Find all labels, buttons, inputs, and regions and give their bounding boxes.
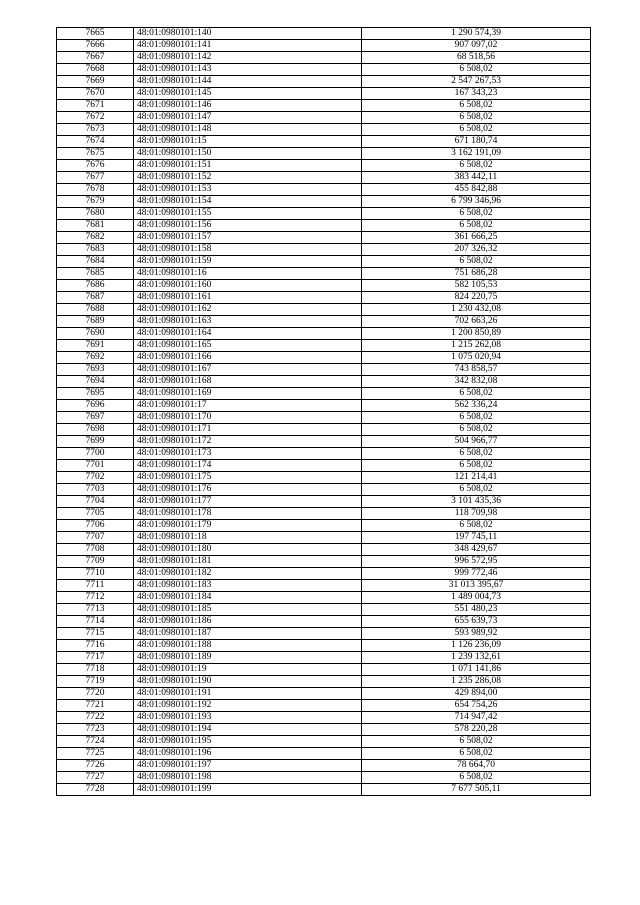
cadastral-number-cell: 48:01:0980101:177 <box>134 496 362 508</box>
table-row <box>57 676 591 688</box>
table-row <box>57 532 591 544</box>
row-number-cell: 7679 <box>57 196 134 208</box>
cadastral-value-cell: 743 858,57 <box>362 364 591 376</box>
table-row <box>57 232 591 244</box>
cadastral-value-cell: 2 547 267,53 <box>362 76 591 88</box>
table-row <box>57 592 591 604</box>
table-row <box>57 484 591 496</box>
cadastral-number-cell: 48:01:0980101:147 <box>134 112 362 124</box>
cadastral-number-cell: 48:01:0980101:168 <box>134 376 362 388</box>
row-number-cell: 7670 <box>57 88 134 100</box>
table-row <box>57 664 591 676</box>
row-number-cell: 7699 <box>57 436 134 448</box>
cadastral-value-cell: 1 200 850,89 <box>362 328 591 340</box>
cadastral-value-cell: 578 220,28 <box>362 724 591 736</box>
row-number-cell: 7704 <box>57 496 134 508</box>
table-row <box>57 184 591 196</box>
row-number-cell: 7711 <box>57 580 134 592</box>
table-row <box>57 580 591 592</box>
table-row <box>57 616 591 628</box>
cadastral-number-cell: 48:01:0980101:152 <box>134 172 362 184</box>
cadastral-value-cell: 7 677 505,11 <box>362 784 591 796</box>
cadastral-number-cell: 48:01:0980101:193 <box>134 712 362 724</box>
cadastral-value-cell: 3 101 435,36 <box>362 496 591 508</box>
table-row <box>57 508 591 520</box>
row-number-cell: 7722 <box>57 712 134 724</box>
table-row <box>57 724 591 736</box>
table-row <box>57 100 591 112</box>
row-number-cell: 7716 <box>57 640 134 652</box>
cadastral-value-cell: 1 126 236,09 <box>362 640 591 652</box>
cadastral-value-cell: 907 097,02 <box>362 40 591 52</box>
cadastral-value-cell: 78 664,70 <box>362 760 591 772</box>
cadastral-value-cell: 1 239 132,61 <box>362 652 591 664</box>
cadastral-number-cell: 48:01:0980101:163 <box>134 316 362 328</box>
row-number-cell: 7705 <box>57 508 134 520</box>
cadastral-number-cell: 48:01:0980101:167 <box>134 364 362 376</box>
row-number-cell: 7724 <box>57 736 134 748</box>
row-number-cell: 7692 <box>57 352 134 364</box>
cadastral-value-cell: 1 489 004,73 <box>362 592 591 604</box>
table-row <box>57 496 591 508</box>
cadastral-number-cell: 48:01:0980101:184 <box>134 592 362 604</box>
row-number-cell: 7691 <box>57 340 134 352</box>
table-row <box>57 712 591 724</box>
row-number-cell: 7666 <box>57 40 134 52</box>
cadastral-number-cell: 48:01:0980101:18 <box>134 532 362 544</box>
cadastral-number-cell: 48:01:0980101:157 <box>134 232 362 244</box>
cadastral-value-cell: 348 429,67 <box>362 544 591 556</box>
cadastral-number-cell: 48:01:0980101:166 <box>134 352 362 364</box>
table-row <box>57 400 591 412</box>
table-row <box>57 688 591 700</box>
row-number-cell: 7684 <box>57 256 134 268</box>
cadastral-value-cell: 6 508,02 <box>362 736 591 748</box>
row-number-cell: 7714 <box>57 616 134 628</box>
cadastral-number-cell: 48:01:0980101:142 <box>134 52 362 64</box>
table-row <box>57 340 591 352</box>
row-number-cell: 7706 <box>57 520 134 532</box>
row-number-cell: 7710 <box>57 568 134 580</box>
row-number-cell: 7682 <box>57 232 134 244</box>
table-row <box>57 628 591 640</box>
cadastral-number-cell: 48:01:0980101:17 <box>134 400 362 412</box>
table-row <box>57 604 591 616</box>
cadastral-value-cell: 1 230 432,08 <box>362 304 591 316</box>
cadastral-number-cell: 48:01:0980101:192 <box>134 700 362 712</box>
row-number-cell: 7669 <box>57 76 134 88</box>
cadastral-value-cell: 6 508,02 <box>362 256 591 268</box>
cadastral-value-cell: 504 966,77 <box>362 436 591 448</box>
cadastral-number-cell: 48:01:0980101:16 <box>134 268 362 280</box>
cadastral-value-cell: 6 508,02 <box>362 220 591 232</box>
cadastral-number-cell: 48:01:0980101:161 <box>134 292 362 304</box>
cadastral-value-cell: 342 832,08 <box>362 376 591 388</box>
cadastral-number-cell: 48:01:0980101:198 <box>134 772 362 784</box>
row-number-cell: 7720 <box>57 688 134 700</box>
cadastral-value-cell: 6 508,02 <box>362 748 591 760</box>
cadastral-number-cell: 48:01:0980101:185 <box>134 604 362 616</box>
row-number-cell: 7673 <box>57 124 134 136</box>
cadastral-number-cell: 48:01:0980101:188 <box>134 640 362 652</box>
cadastral-value-cell: 118 709,98 <box>362 508 591 520</box>
cadastral-value-cell: 31 013 395,67 <box>362 580 591 592</box>
cadastral-number-cell: 48:01:0980101:173 <box>134 448 362 460</box>
cadastral-number-cell: 48:01:0980101:187 <box>134 628 362 640</box>
row-number-cell: 7672 <box>57 112 134 124</box>
cadastral-number-cell: 48:01:0980101:199 <box>134 784 362 796</box>
table-row <box>57 748 591 760</box>
cadastral-number-cell: 48:01:0980101:144 <box>134 76 362 88</box>
table-row <box>57 652 591 664</box>
cadastral-number-cell: 48:01:0980101:154 <box>134 196 362 208</box>
cadastral-value-cell: 6 508,02 <box>362 160 591 172</box>
table-row <box>57 244 591 256</box>
row-number-cell: 7680 <box>57 208 134 220</box>
cadastral-number-cell: 48:01:0980101:148 <box>134 124 362 136</box>
table-row <box>57 52 591 64</box>
cadastral-value-cell: 702 663,26 <box>362 316 591 328</box>
cadastral-value-cell: 167 343,23 <box>362 88 591 100</box>
row-number-cell: 7712 <box>57 592 134 604</box>
cadastral-value-cell: 207 326,32 <box>362 244 591 256</box>
cadastral-number-cell: 48:01:0980101:195 <box>134 736 362 748</box>
table-row <box>57 328 591 340</box>
row-number-cell: 7713 <box>57 604 134 616</box>
row-number-cell: 7693 <box>57 364 134 376</box>
table-row <box>57 196 591 208</box>
table-row <box>57 556 591 568</box>
cadastral-number-cell: 48:01:0980101:196 <box>134 748 362 760</box>
table-row <box>57 424 591 436</box>
cadastral-number-cell: 48:01:0980101:150 <box>134 148 362 160</box>
table-row <box>57 412 591 424</box>
row-number-cell: 7725 <box>57 748 134 760</box>
table-row <box>57 40 591 52</box>
row-number-cell: 7697 <box>57 412 134 424</box>
row-number-cell: 7718 <box>57 664 134 676</box>
row-number-cell: 7681 <box>57 220 134 232</box>
table-row <box>57 388 591 400</box>
cadastral-number-cell: 48:01:0980101:181 <box>134 556 362 568</box>
table-row <box>57 460 591 472</box>
cadastral-number-cell: 48:01:0980101:194 <box>134 724 362 736</box>
row-number-cell: 7674 <box>57 136 134 148</box>
cadastral-number-cell: 48:01:0980101:156 <box>134 220 362 232</box>
table-row <box>57 448 591 460</box>
cadastral-value-cell: 6 508,02 <box>362 124 591 136</box>
cadastral-value-cell: 6 508,02 <box>362 484 591 496</box>
cadastral-value-cell: 593 989,92 <box>362 628 591 640</box>
table-row <box>57 76 591 88</box>
row-number-cell: 7719 <box>57 676 134 688</box>
cadastral-value-cell: 824 220,75 <box>362 292 591 304</box>
cadastral-number-cell: 48:01:0980101:146 <box>134 100 362 112</box>
table-row <box>57 28 591 40</box>
cadastral-number-cell: 48:01:0980101:172 <box>134 436 362 448</box>
cadastral-number-cell: 48:01:0980101:175 <box>134 472 362 484</box>
cadastral-value-cell: 714 947,42 <box>362 712 591 724</box>
row-number-cell: 7667 <box>57 52 134 64</box>
cadastral-value-cell: 1 235 286,08 <box>362 676 591 688</box>
row-number-cell: 7686 <box>57 280 134 292</box>
row-number-cell: 7707 <box>57 532 134 544</box>
table-row <box>57 64 591 76</box>
table-body <box>57 28 591 796</box>
cadastral-value-cell: 999 772,46 <box>362 568 591 580</box>
row-number-cell: 7683 <box>57 244 134 256</box>
cadastral-value-cell: 6 508,02 <box>362 520 591 532</box>
table-row <box>57 256 591 268</box>
cadastral-value-cell: 654 754,26 <box>362 700 591 712</box>
cadastral-value-cell: 6 508,02 <box>362 448 591 460</box>
cadastral-value-cell: 6 799 346,96 <box>362 196 591 208</box>
cadastral-number-cell: 48:01:0980101:169 <box>134 388 362 400</box>
table-row <box>57 760 591 772</box>
cadastral-value-cell: 6 508,02 <box>362 424 591 436</box>
cadastral-value-cell: 6 508,02 <box>362 64 591 76</box>
cadastral-value-table <box>56 27 591 796</box>
row-number-cell: 7671 <box>57 100 134 112</box>
table-row <box>57 148 591 160</box>
cadastral-value-cell: 6 508,02 <box>362 772 591 784</box>
cadastral-value-cell: 6 508,02 <box>362 112 591 124</box>
row-number-cell: 7676 <box>57 160 134 172</box>
cadastral-number-cell: 48:01:0980101:183 <box>134 580 362 592</box>
cadastral-value-cell: 671 180,74 <box>362 136 591 148</box>
table-row <box>57 364 591 376</box>
cadastral-number-cell: 48:01:0980101:143 <box>134 64 362 76</box>
cadastral-value-cell: 1 075 020,94 <box>362 352 591 364</box>
cadastral-value-cell: 562 336,24 <box>362 400 591 412</box>
row-number-cell: 7678 <box>57 184 134 196</box>
cadastral-value-cell: 429 894,00 <box>362 688 591 700</box>
table-row <box>57 88 591 100</box>
cadastral-number-cell: 48:01:0980101:155 <box>134 208 362 220</box>
row-number-cell: 7723 <box>57 724 134 736</box>
row-number-cell: 7700 <box>57 448 134 460</box>
cadastral-value-cell: 361 666,25 <box>362 232 591 244</box>
cadastral-value-cell: 1 071 141,86 <box>362 664 591 676</box>
cadastral-value-cell: 6 508,02 <box>362 412 591 424</box>
table-row <box>57 136 591 148</box>
table-row <box>57 316 591 328</box>
table-row <box>57 292 591 304</box>
cadastral-value-cell: 996 572,95 <box>362 556 591 568</box>
table-row <box>57 160 591 172</box>
cadastral-number-cell: 48:01:0980101:153 <box>134 184 362 196</box>
cadastral-number-cell: 48:01:0980101:180 <box>134 544 362 556</box>
row-number-cell: 7695 <box>57 388 134 400</box>
table-row <box>57 640 591 652</box>
row-number-cell: 7709 <box>57 556 134 568</box>
cadastral-number-cell: 48:01:0980101:145 <box>134 88 362 100</box>
cadastral-number-cell: 48:01:0980101:176 <box>134 484 362 496</box>
cadastral-number-cell: 48:01:0980101:178 <box>134 508 362 520</box>
table-row <box>57 112 591 124</box>
cadastral-number-cell: 48:01:0980101:197 <box>134 760 362 772</box>
row-number-cell: 7702 <box>57 472 134 484</box>
table-row <box>57 304 591 316</box>
cadastral-number-cell: 48:01:0980101:158 <box>134 244 362 256</box>
row-number-cell: 7708 <box>57 544 134 556</box>
row-number-cell: 7696 <box>57 400 134 412</box>
row-number-cell: 7703 <box>57 484 134 496</box>
table-row <box>57 520 591 532</box>
cadastral-value-cell: 551 480,23 <box>362 604 591 616</box>
table-row <box>57 268 591 280</box>
row-number-cell: 7688 <box>57 304 134 316</box>
row-number-cell: 7668 <box>57 64 134 76</box>
table-row <box>57 472 591 484</box>
table-row <box>57 568 591 580</box>
row-number-cell: 7727 <box>57 772 134 784</box>
cadastral-value-cell: 68 518,56 <box>362 52 591 64</box>
row-number-cell: 7698 <box>57 424 134 436</box>
cadastral-value-cell: 751 686,28 <box>362 268 591 280</box>
table-row <box>57 700 591 712</box>
row-number-cell: 7694 <box>57 376 134 388</box>
cadastral-number-cell: 48:01:0980101:182 <box>134 568 362 580</box>
row-number-cell: 7675 <box>57 148 134 160</box>
table-row <box>57 544 591 556</box>
table-row <box>57 736 591 748</box>
cadastral-number-cell: 48:01:0980101:19 <box>134 664 362 676</box>
cadastral-number-cell: 48:01:0980101:179 <box>134 520 362 532</box>
cadastral-value-cell: 6 508,02 <box>362 460 591 472</box>
row-number-cell: 7687 <box>57 292 134 304</box>
cadastral-value-cell: 582 105,53 <box>362 280 591 292</box>
cadastral-number-cell: 48:01:0980101:171 <box>134 424 362 436</box>
cadastral-value-cell: 1 290 574,39 <box>362 28 591 40</box>
table-row <box>57 352 591 364</box>
table-row <box>57 784 591 796</box>
cadastral-number-cell: 48:01:0980101:164 <box>134 328 362 340</box>
cadastral-value-cell: 383 442,11 <box>362 172 591 184</box>
cadastral-number-cell: 48:01:0980101:174 <box>134 460 362 472</box>
row-number-cell: 7726 <box>57 760 134 772</box>
cadastral-number-cell: 48:01:0980101:160 <box>134 280 362 292</box>
cadastral-number-cell: 48:01:0980101:190 <box>134 676 362 688</box>
row-number-cell: 7715 <box>57 628 134 640</box>
cadastral-value-cell: 121 214,41 <box>362 472 591 484</box>
cadastral-value-cell: 6 508,02 <box>362 208 591 220</box>
cadastral-value-cell: 197 745,11 <box>362 532 591 544</box>
cadastral-value-cell: 1 215 262,08 <box>362 340 591 352</box>
cadastral-number-cell: 48:01:0980101:189 <box>134 652 362 664</box>
row-number-cell: 7721 <box>57 700 134 712</box>
table-row <box>57 436 591 448</box>
cadastral-value-cell: 3 162 191,09 <box>362 148 591 160</box>
cadastral-value-cell: 6 508,02 <box>362 100 591 112</box>
cadastral-number-cell: 48:01:0980101:140 <box>134 28 362 40</box>
row-number-cell: 7689 <box>57 316 134 328</box>
row-number-cell: 7690 <box>57 328 134 340</box>
cadastral-number-cell: 48:01:0980101:15 <box>134 136 362 148</box>
cadastral-number-cell: 48:01:0980101:162 <box>134 304 362 316</box>
cadastral-number-cell: 48:01:0980101:186 <box>134 616 362 628</box>
cadastral-number-cell: 48:01:0980101:151 <box>134 160 362 172</box>
table-row <box>57 220 591 232</box>
cadastral-number-cell: 48:01:0980101:141 <box>134 40 362 52</box>
table-row <box>57 208 591 220</box>
table-row <box>57 280 591 292</box>
row-number-cell: 7728 <box>57 784 134 796</box>
cadastral-value-cell: 6 508,02 <box>362 388 591 400</box>
row-number-cell: 7665 <box>57 28 134 40</box>
table-row <box>57 772 591 784</box>
cadastral-number-cell: 48:01:0980101:159 <box>134 256 362 268</box>
cadastral-number-cell: 48:01:0980101:170 <box>134 412 362 424</box>
cadastral-number-cell: 48:01:0980101:165 <box>134 340 362 352</box>
table-row <box>57 376 591 388</box>
cadastral-number-cell: 48:01:0980101:191 <box>134 688 362 700</box>
cadastral-value-cell: 655 639,73 <box>362 616 591 628</box>
row-number-cell: 7677 <box>57 172 134 184</box>
row-number-cell: 7685 <box>57 268 134 280</box>
table-row <box>57 172 591 184</box>
table-row <box>57 124 591 136</box>
row-number-cell: 7717 <box>57 652 134 664</box>
cadastral-value-cell: 455 842,88 <box>362 184 591 196</box>
row-number-cell: 7701 <box>57 460 134 472</box>
